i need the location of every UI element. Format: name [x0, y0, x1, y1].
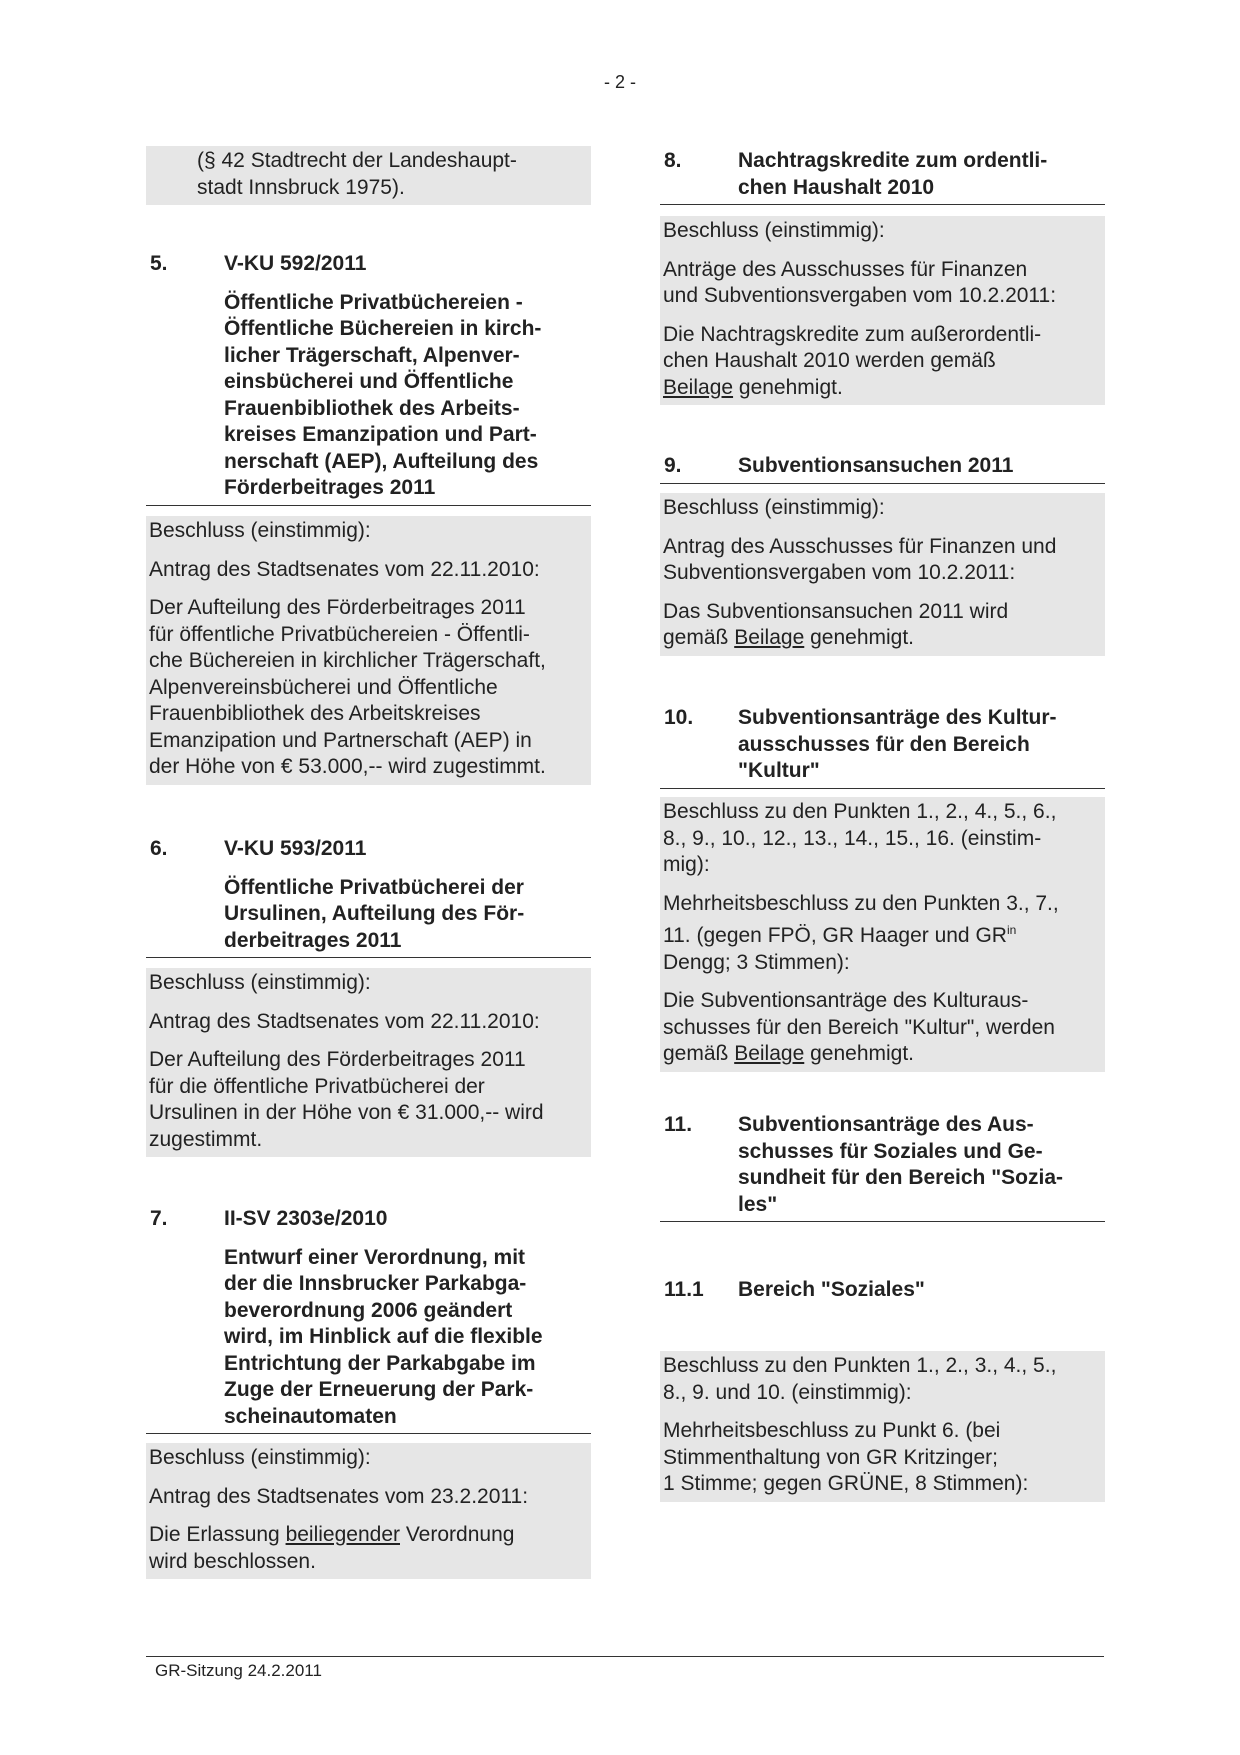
section-code: V-KU 593/2011 — [224, 837, 367, 860]
antrag-line: Subventionsvergaben vom 10.2.2011: — [663, 561, 1016, 584]
body-line: Die Erlassung beiliegender Verordnung — [149, 1523, 515, 1546]
body-line: zugestimmt. — [149, 1127, 263, 1151]
body-line: für die öffentliche Privatbücherei der — [149, 1074, 485, 1098]
title-line: der die Innsbrucker Parkabga- — [224, 1272, 527, 1295]
section-number: 9. — [664, 454, 682, 477]
body-line: Das Subventionsansuchen 2011 wird — [663, 599, 1009, 623]
beschluss: Beschluss (einstimmig): — [663, 496, 885, 519]
title-line: scheinautomaten — [224, 1404, 397, 1428]
section-5-body — [146, 516, 591, 785]
title-line: "Kultur" — [738, 759, 820, 782]
body-line: Der Aufteilung des Förderbeitrages 2011 — [149, 596, 526, 619]
body-line: wird beschlossen. — [149, 1549, 316, 1573]
title-line: Öffentliche Privatbücherei der — [224, 875, 524, 899]
mehrheit-line: Mehrheitsbeschluss zu Punkt 6. (bei — [663, 1419, 1001, 1442]
beschluss: Beschluss (einstimmig): — [663, 219, 885, 242]
section-10-body — [660, 797, 1105, 1072]
section-title: Bereich "Soziales" — [738, 1278, 925, 1301]
body-line: Frauenbibliothek des Arbeitskreises — [149, 702, 481, 725]
title-line: Entwurf einer Verordnung, mit — [224, 1245, 526, 1269]
title-line: Nachtragskredite zum ordentli- — [738, 149, 1048, 172]
page-number: - 2 - — [603, 72, 636, 92]
beschluss-line: mig): — [663, 853, 710, 876]
mehrheit-line: 1 Stimme; gegen GRÜNE, 8 Stimmen): — [663, 1472, 1029, 1495]
beschluss: Beschluss (einstimmig): — [149, 1446, 371, 1469]
mehrheit-line: Stimmenthaltung von GR Kritzinger; — [663, 1445, 998, 1469]
title-line: Subventionsanträge des Aus- — [738, 1113, 1034, 1136]
antrag: Antrag des Stadtsenates vom 22.11.2010: — [149, 1009, 540, 1033]
body-line: gemäß Beilage genehmigt. — [663, 1042, 915, 1065]
section-number: 6. — [150, 837, 168, 860]
title-line: Ursulinen, Aufteilung des För- — [224, 902, 525, 925]
title-line: nerschaft (AEP), Aufteilung des — [224, 449, 539, 473]
body-line: Der Aufteilung des Förderbeitrages 2011 — [149, 1048, 526, 1071]
beschluss-line: 8., 9. und 10. (einstimmig): — [663, 1380, 912, 1404]
section-number: 11. — [664, 1113, 693, 1136]
section-8-body — [660, 216, 1105, 405]
title-line: derbeitrages 2011 — [224, 928, 402, 952]
beilage-link[interactable]: Beilage — [663, 375, 734, 399]
mehrheit-line: Dengg; 3 Stimmen): — [663, 950, 850, 974]
title-line: chen Haushalt 2010 — [738, 175, 935, 199]
section-number: 5. — [150, 252, 168, 275]
title-line: kreises Emanzipation und Part- — [224, 423, 537, 446]
body-line: Die Subventionsanträge des Kulturaus- — [663, 989, 1029, 1012]
body-line: chen Haushalt 2010 werden gemäß — [663, 349, 996, 372]
body-line: für öffentliche Privatbüchereien - Öffentli- — [149, 622, 530, 646]
intro-block — [146, 146, 591, 205]
title-line: einsbücherei und Öffentliche — [224, 370, 514, 393]
section-title: Subventionsansuchen 2011 — [738, 454, 1014, 477]
section-6-heading — [146, 836, 591, 958]
beschluss-line: 8., 9., 10., 12., 13., 14., 15., 16. (einstim- — [663, 826, 1042, 850]
mehrheit-line: Mehrheitsbeschluss zu den Punkten 3., 7., — [663, 891, 1059, 915]
title-line: Frauenbibliothek des Arbeits- — [224, 396, 520, 420]
section-title — [224, 1245, 591, 1431]
beschluss-line: Beschluss zu den Punkten 1., 2., 4., 5., 6., — [663, 800, 1057, 823]
section-title — [224, 290, 591, 502]
title-line: Förderbeitrages 2011 — [224, 476, 436, 499]
section-8-heading — [660, 148, 1105, 205]
section-5-heading — [146, 251, 591, 506]
beiliegender-link[interactable]: beiliegender — [285, 1523, 400, 1546]
title-line: beverordnung 2006 geändert — [224, 1298, 513, 1322]
section-title — [224, 875, 591, 955]
antrag: Antrag des Stadtsenates vom 22.11.2010: — [149, 557, 540, 581]
beschluss-line: Beschluss zu den Punkten 1., 2., 3., 4., 5., — [663, 1354, 1057, 1377]
title-line: schusses für Soziales und Ge- — [738, 1139, 1043, 1163]
section-code: V-KU 592/2011 — [224, 252, 367, 275]
footer-rule — [146, 1656, 1104, 1657]
footer-text: GR-Sitzung 24.2.2011 — [155, 1661, 322, 1680]
section-number: 8. — [664, 149, 682, 172]
beilage-link[interactable]: Beilage — [734, 1042, 805, 1065]
body-line: Beilage genehmigt. — [663, 375, 843, 399]
body-line: gemäß Beilage genehmigt. — [663, 626, 915, 649]
section-11-heading — [660, 1112, 1105, 1222]
title-line: Öffentliche Büchereien in kirch- — [224, 317, 542, 340]
title-line: Subventionsanträge des Kultur- — [738, 706, 1057, 729]
section-7-heading — [146, 1206, 591, 1434]
body-line: Emanzipation und Partnerschaft (AEP) in — [149, 728, 532, 752]
body-line: Alpenvereinsbücherei und Öffentliche — [149, 675, 498, 699]
title-line: licher Trägerschaft, Alpenver- — [224, 343, 520, 367]
title-line: les" — [738, 1192, 778, 1216]
title-line: Entrichtung der Parkabgabe im — [224, 1351, 536, 1375]
title-line: Zuge der Erneuerung der Park- — [224, 1378, 534, 1401]
section-11-1-heading — [660, 1277, 1105, 1304]
title-line: ausschusses für den Bereich — [738, 732, 1030, 756]
antrag-line: Antrag des Ausschusses für Finanzen und — [663, 534, 1057, 558]
section-6-body — [146, 968, 591, 1157]
mehrheit-line: 11. (gegen FPÖ, GR Haager und $GR^{in}$ — [663, 923, 1017, 947]
intro-line: (§ 42 Stadtrecht der Landeshaupt- — [197, 149, 517, 172]
section-title — [738, 148, 1105, 201]
section-7-body — [146, 1443, 591, 1579]
section-code: II-SV 2303e/2010 — [224, 1207, 388, 1230]
section-9-body — [660, 493, 1105, 656]
beschluss: Beschluss (einstimmig): — [149, 519, 371, 542]
antrag-line: Anträge des Ausschusses für Finanzen — [663, 257, 1028, 281]
section-11-1-body — [660, 1351, 1105, 1502]
title-line: Öffentliche Privatbüchereien - — [224, 290, 523, 314]
section-9-heading — [660, 453, 1105, 484]
body-line: schusses für den Bereich "Kultur", werden — [663, 1015, 1055, 1039]
section-number: 10. — [664, 706, 694, 729]
beilage-link[interactable]: Beilage — [734, 626, 805, 649]
antrag-line: und Subventionsvergaben vom 10.2.2011: — [663, 284, 1057, 307]
body-line: Die Nachtragskredite zum außerordentli- — [663, 322, 1042, 346]
antrag: Antrag des Stadtsenates vom 23.2.2011: — [149, 1484, 529, 1508]
title-line: wird, im Hinblick auf die flexible — [224, 1325, 543, 1348]
section-number: 7. — [150, 1207, 168, 1230]
section-title — [738, 705, 1105, 785]
intro-line: stadt Innsbruck 1975). — [197, 175, 405, 199]
body-line: che Büchereien in kirchlicher Trägerschaft, — [149, 649, 546, 672]
title-line: sundheit für den Bereich "Sozia- — [738, 1166, 1063, 1189]
body-line: der Höhe von € 53.000,-- wird zugestimmt. — [149, 755, 546, 778]
section-10-heading — [660, 705, 1105, 789]
section-number: 11.1 — [664, 1278, 704, 1301]
section-title — [738, 1112, 1105, 1218]
beschluss: Beschluss (einstimmig): — [149, 971, 371, 994]
body-line: Ursulinen in der Höhe von € 31.000,-- wird — [149, 1101, 544, 1124]
